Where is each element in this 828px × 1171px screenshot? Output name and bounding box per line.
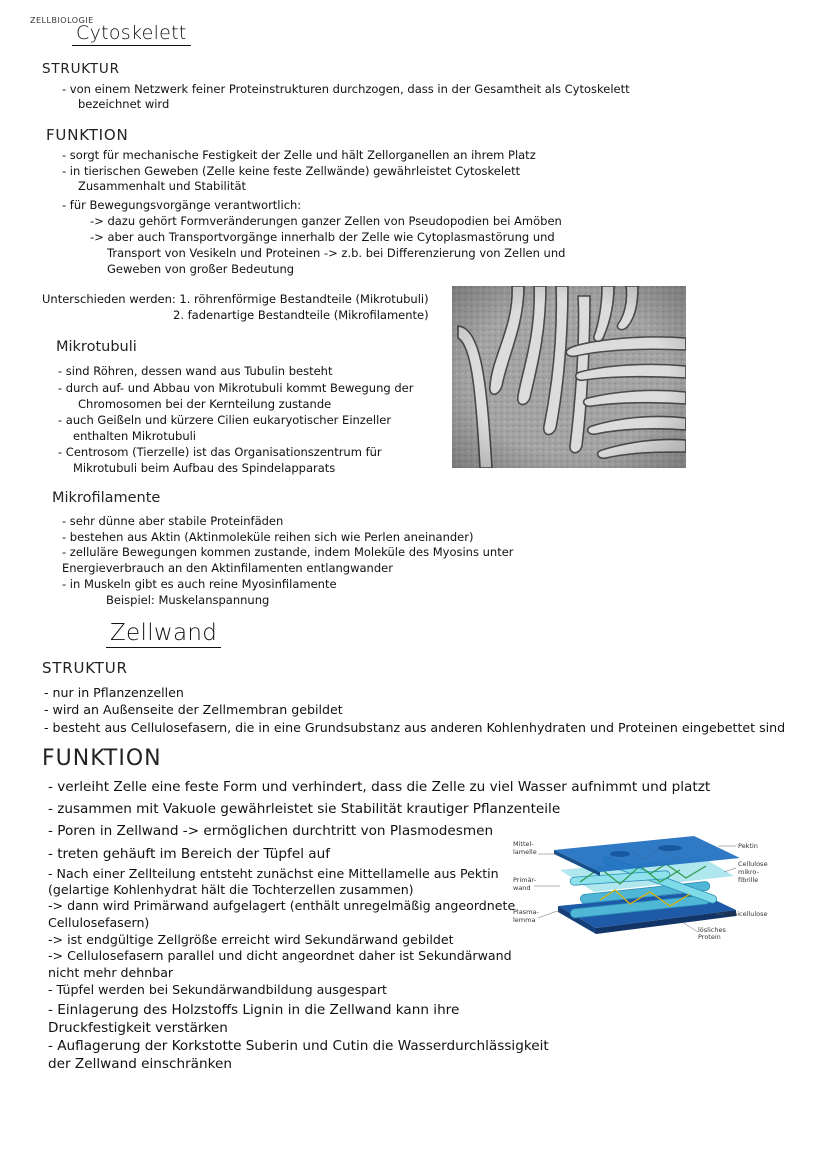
text-line: -> dann wird Primärwand aufgelagert (enthält unregelmäßig angeordnete: [48, 898, 516, 913]
header-tag: ZELLBIOLOGIE: [30, 16, 94, 25]
text-line: - sind Röhren, dessen wand aus Tubulin besteht: [58, 364, 333, 378]
text-line: Chromosomen bei der Kernteilung zustande: [78, 397, 332, 411]
text-line: - zelluläre Bewegungen kommen zustande, indem Moleküle des Myosins unter: [62, 545, 514, 559]
text-line: der Zellwand einschränken: [48, 1056, 232, 1072]
text-line: - in tierischen Geweben (Zelle keine feste Zellwände) gewährleistet Cytoskelett: [62, 164, 521, 178]
diagram-label-protein: [698, 926, 728, 940]
heading-funktion: FUNKTION: [46, 126, 129, 144]
text-line: Transport von Vesikeln und Proteinen -> z.b. bei Differenzierung von Zellen und: [107, 246, 566, 260]
diagram-label-plasmalemma: [513, 908, 541, 924]
cell-wall-diagram-svg: [510, 810, 768, 940]
diagram-pointer: [724, 868, 736, 872]
text-line: - durch auf- und Abbau von Mikrotubuli kommt Bewegung der: [58, 381, 414, 395]
text-line: Druckfestigkeit verstärken: [48, 1020, 228, 1036]
diagram-pointer: [538, 910, 560, 918]
diagram-label-primaerwand: [513, 876, 538, 892]
diagram-label-pektin: Pektin: [738, 842, 758, 850]
diagram-pointer: [682, 922, 698, 932]
text-line: Mikrotubuli beim Aufbau des Spindelapparats: [73, 461, 336, 475]
heading-mikrotubuli: Mikrotubuli: [56, 339, 137, 355]
text-line: -> aber auch Transportvorgänge innerhalb der Zelle wie Cytoplasmastörung und: [90, 230, 555, 244]
page-title-cytoskelett: Cytoskelett: [72, 22, 191, 46]
text-line: - Einlagerung des Holzstoffs Lignin in die Zellwand kann ihre: [48, 1002, 460, 1018]
text-line: Energieverbrauch an den Aktinfilamenten entlangwander: [62, 561, 393, 575]
text-line: - nur in Pflanzenzellen: [44, 685, 184, 700]
diagram-label-line: mikro-: [738, 868, 759, 876]
text-line: - sehr dünne aber stabile Proteinfäden: [62, 514, 284, 528]
diagram-label-mittellamelle: [513, 840, 537, 856]
heading-mikrofilamente: Mikrofilamente: [52, 490, 161, 506]
heading-zellwand-struktur: STRUKTUR: [42, 659, 128, 677]
diagram-label-hemicellulose: Hemicellulose: [722, 910, 768, 918]
text-line: - wird an Außenseite der Zellmembran gebildet: [44, 702, 343, 717]
text-line: - bestehen aus Aktin (Aktinmoleküle reihen sich wie Perlen aneinander): [62, 530, 474, 544]
text-line: - Poren in Zellwand -> ermöglichen durchtritt von Plasmodesmen: [48, 823, 494, 839]
text-line: - in Muskeln gibt es auch reine Myosinfilamente: [62, 577, 337, 591]
text-line: - besteht aus Cellulosefasern, die in eine Grundsubstanz aus anderen Kohlenhydraten und Proteinen eingebettet sind: [44, 720, 786, 735]
unterschieden-item-2: 2. fadenartige Bestandteile (Mikrofilamente): [173, 308, 429, 322]
unterschieden-label-text: Unterschieden werden:: [42, 292, 176, 306]
diagram-label-line: Primär-: [513, 876, 537, 884]
cell-wall-diagram: [510, 810, 768, 940]
text-line: - Tüpfel werden bei Sekundärwandbildung ausgespart: [48, 982, 387, 997]
micrograph-image: [452, 286, 686, 468]
text-line: Beispiel: Muskelanspannung: [106, 593, 270, 607]
heading-struktur: STRUKTUR: [42, 61, 120, 77]
text-line: (gelartige Kohlenhydrat hält die Tochterzellen zusammen): [48, 882, 414, 897]
text-line: -> Cellulosefasern parallel und dicht angeordnet daher ist Sekundärwand: [48, 948, 512, 963]
diagram-label-line: Protein: [698, 933, 721, 940]
diagram-label-line: lösliches: [698, 926, 726, 934]
text-line: Zusammenhalt und Stabilität: [78, 179, 247, 193]
diagram-label-line: wand: [513, 884, 531, 892]
diagram-label-line: lamelle: [513, 848, 537, 856]
heading-zellwand-funktion: FUNKTION: [42, 746, 162, 771]
unterschieden-item-1: 1. röhrenförmige Bestandteile (Mikrotubuli): [179, 292, 429, 306]
text-line: -> ist endgültige Zellgröße erreicht wird Sekundärwand gebildet: [48, 932, 454, 947]
text-line: -> dazu gehört Formveränderungen ganzer Zellen von Pseudopodien bei Amöben: [90, 214, 562, 228]
text-line: - treten gehäuft im Bereich der Tüpfel auf: [48, 846, 331, 862]
diagram-label-line: lemma: [513, 916, 536, 924]
diagram-pektin-blob: [610, 851, 630, 857]
text-line: - von einem Netzwerk feiner Proteinstrukturen durchzogen, dass in der Gesamtheit als Cytoskelett: [62, 82, 630, 96]
text-line: - Auflagerung der Korkstotte Suberin und Cutin die Wasserdurchlässigkeit: [48, 1038, 549, 1054]
text-line: - verleiht Zelle eine feste Form und verhindert, dass die Zelle zu viel Wasser aufnimmt und platzt: [48, 779, 711, 795]
text-line: bezeichnet wird: [78, 97, 170, 111]
page-title-zellwand: Zellwand: [106, 620, 221, 648]
text-line: Geweben von großer Bedeutung: [107, 262, 295, 276]
unterschieden-label: [42, 292, 429, 308]
diagram-pektin-blob: [658, 845, 682, 851]
text-line: - zusammen mit Vakuole gewährleistet sie Stabilität krautiger Pflanzenteile: [48, 801, 561, 817]
text-line: nicht mehr dehnbar: [48, 965, 174, 980]
text-line: Cellulosefasern): [48, 915, 150, 930]
diagram-label-line: fibrille: [738, 876, 759, 884]
micrograph-photo: [452, 286, 686, 468]
text-line: - Centrosom (Tierzelle) ist das Organisationszentrum für: [58, 445, 382, 459]
text-line: - sorgt für mechanische Festigkeit der Zelle und hält Zellorganellen an ihrem Platz: [62, 148, 536, 162]
text-line: - Nach einer Zellteilung entsteht zunächst eine Mittellamelle aus Pektin: [48, 866, 499, 881]
diagram-label-line: Plasma-: [513, 908, 539, 916]
diagram-label-cellulose: [738, 860, 768, 884]
text-line: enthalten Mikrotubuli: [73, 429, 196, 443]
text-line: - für Bewegungsvorgänge verantwortlich:: [62, 198, 302, 212]
diagram-label-line: Cellulose-: [738, 860, 768, 868]
text-line: - auch Geißeln und kürzere Cilien eukaryotischer Einzeller: [58, 413, 392, 427]
diagram-label-line: Mittel-: [513, 840, 534, 848]
